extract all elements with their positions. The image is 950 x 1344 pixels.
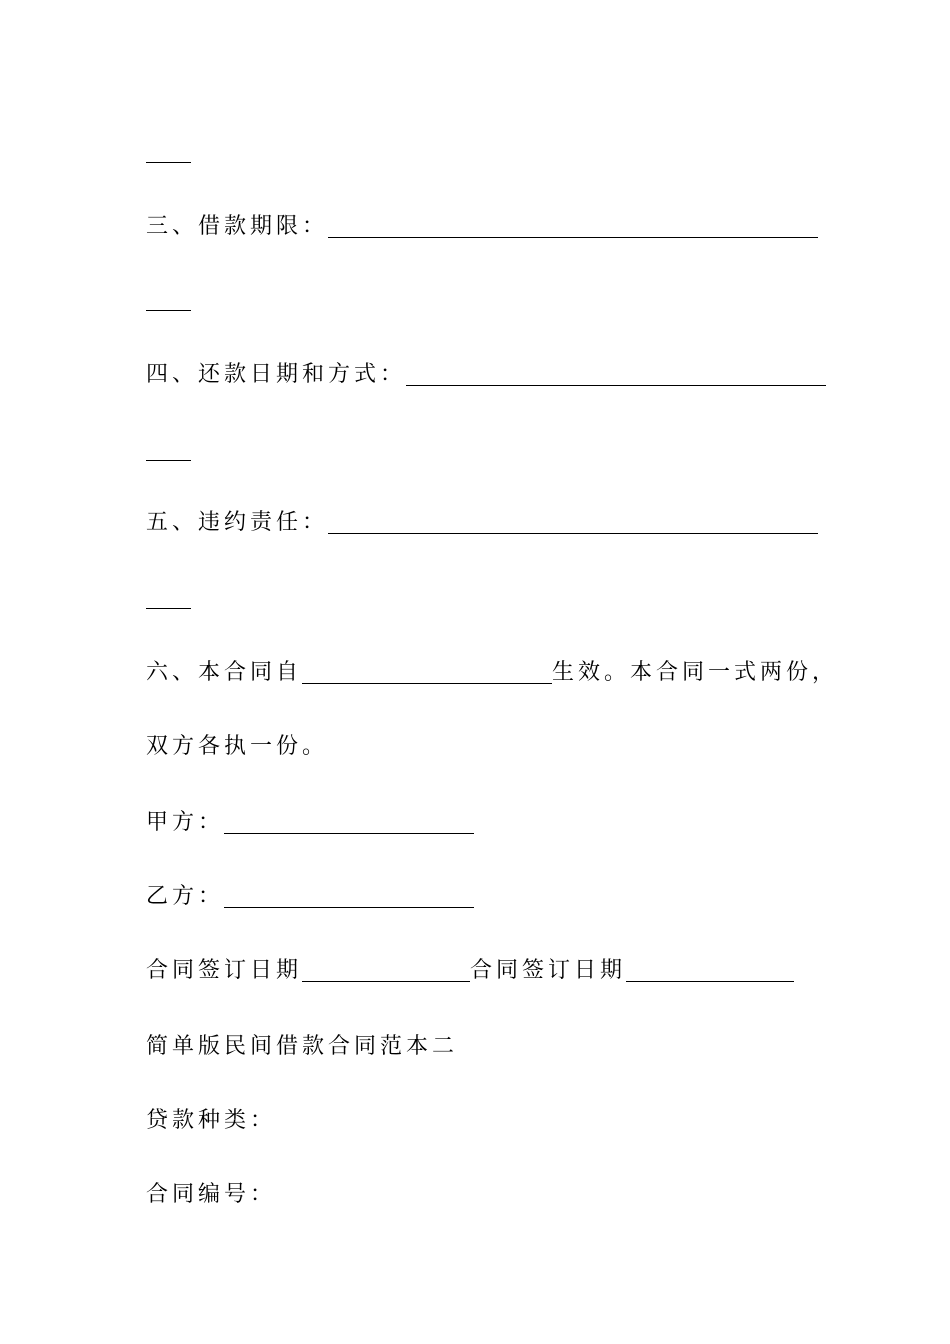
party-a — [146, 808, 474, 838]
clause-4 — [146, 360, 826, 390]
clause-6-line-2 — [146, 732, 328, 762]
blank-continuation-3 — [146, 460, 191, 461]
sign-date-label-2: 合同签订日期 — [470, 958, 627, 983]
clause-5 — [146, 508, 818, 538]
clause-3-label: 三、借款期限： — [146, 214, 329, 239]
clause-5-label: 五、违约责任： — [146, 510, 329, 535]
clause-5-blank[interactable] — [328, 511, 818, 534]
clause-3-blank[interactable] — [328, 215, 818, 238]
clause-4-blank[interactable] — [406, 363, 826, 386]
clause-6-line-2-text: 双方各执一份。 — [146, 734, 329, 759]
loan-type — [146, 1106, 276, 1136]
blank-continuation-2 — [146, 310, 191, 311]
contract-number-label: 合同编号： — [146, 1182, 277, 1207]
contract-number — [146, 1180, 276, 1210]
template-2-title-text: 简单版民间借款合同范本二 — [146, 1034, 459, 1059]
party-b — [146, 882, 474, 912]
party-a-blank[interactable] — [224, 811, 474, 834]
template-2-title — [146, 1032, 458, 1062]
clause-6 — [146, 658, 838, 688]
party-b-label: 乙方： — [146, 884, 225, 909]
party-b-blank[interactable] — [224, 885, 474, 908]
blank-continuation-4 — [146, 608, 191, 609]
sign-date-blank-2[interactable] — [626, 959, 794, 982]
clause-6-blank[interactable] — [302, 661, 552, 684]
loan-type-label: 贷款种类： — [146, 1108, 277, 1133]
clause-6-suffix: 生效。本合同一式两份， — [552, 660, 839, 685]
sign-dates — [146, 956, 794, 986]
clause-4-label: 四、还款日期和方式： — [146, 362, 407, 387]
clause-6-prefix: 六、本合同自 — [146, 660, 303, 685]
sign-date-blank-1[interactable] — [302, 959, 470, 982]
clause-3 — [146, 212, 818, 242]
party-a-label: 甲方： — [146, 810, 225, 835]
blank-continuation-1 — [146, 162, 191, 163]
sign-date-label-1: 合同签订日期 — [146, 958, 303, 983]
